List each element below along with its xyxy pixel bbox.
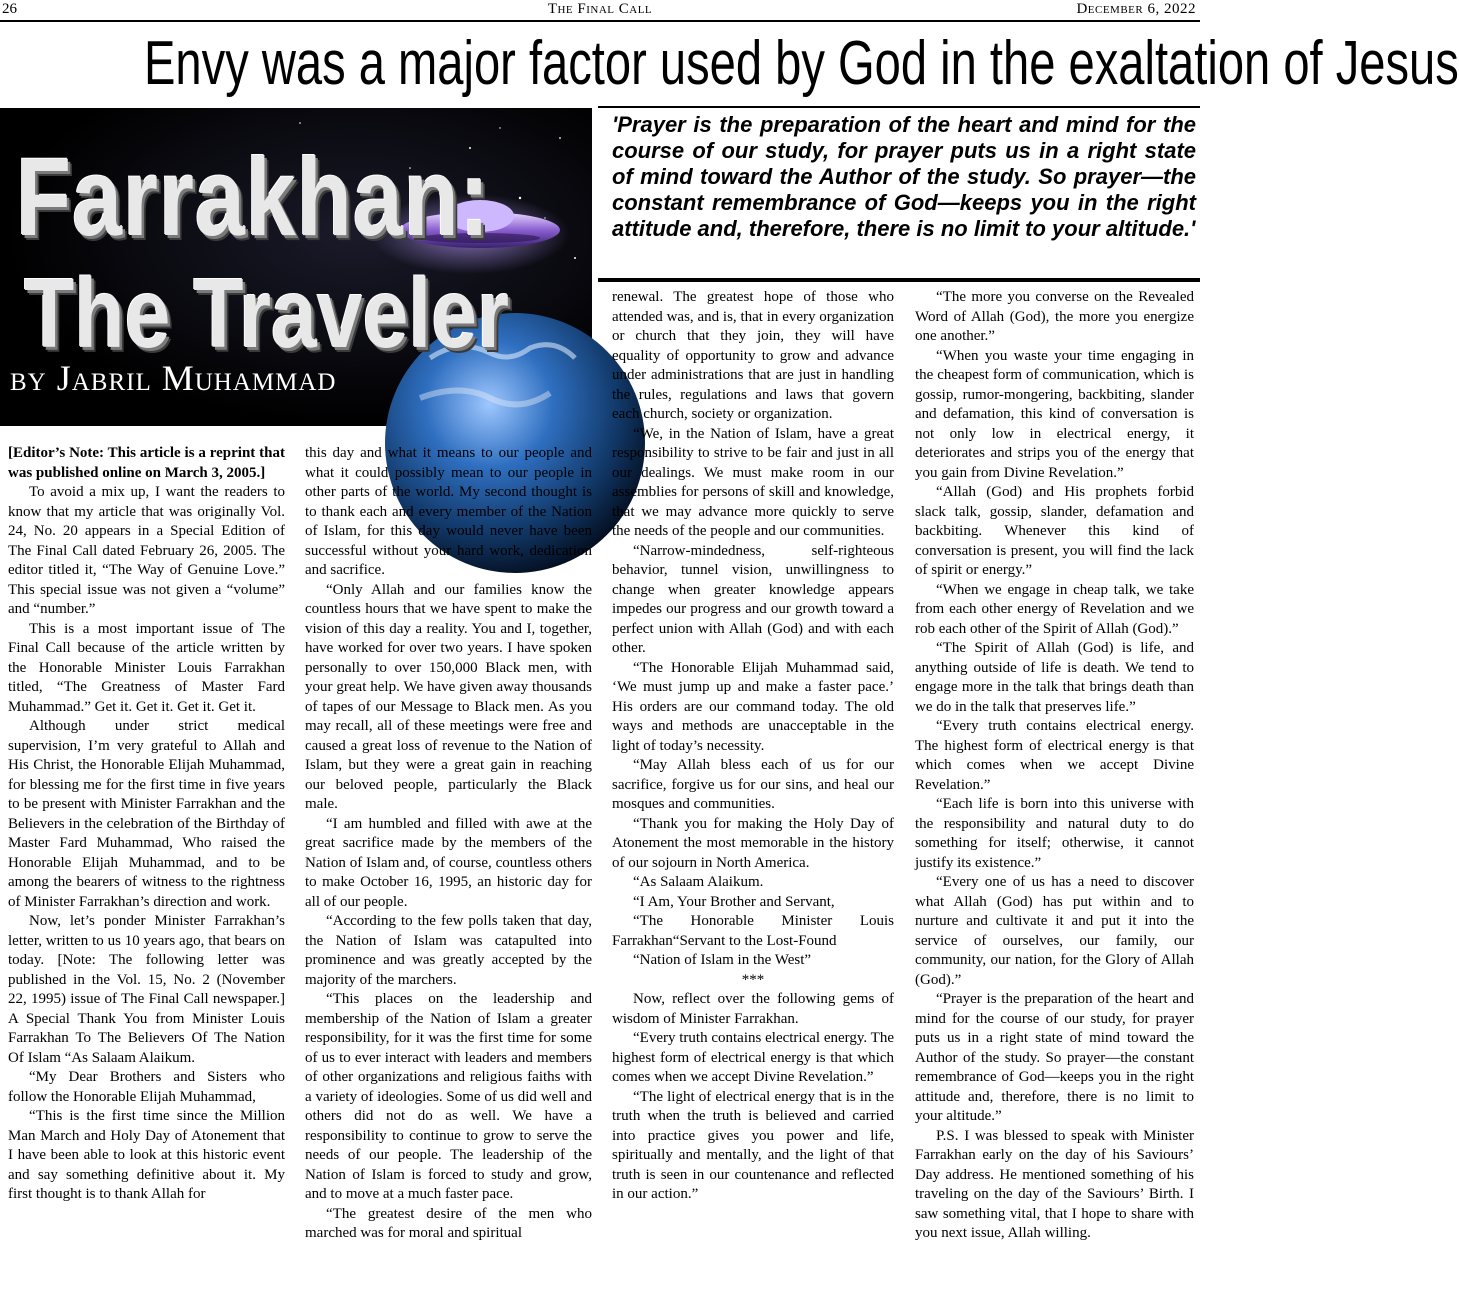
paragraph: “May Allah bless each of us for our sacrifice, forgive us for our sins, and heal our mosques and communities. [612,757,894,812]
article-headline: Envy was a major factor used by God in the exaltation of Jesus [144,29,1459,98]
paragraph: To avoid a mix up, I want the readers to know that my article that was originally Vol. 24, No. 20 appears in a Special Edition of The Final Call dated February 26, 2005. The editor titled it, “The Way of Genuine Love.” This special issue was not given a “volume” and “number.” [8,484,285,617]
issue-date: December 6, 2022 [1076,1,1196,17]
author-byline: by Jabril Muhammad [10,358,337,398]
paragraph: “I am humbled and filled with awe at the great sacrifice made by the members of the Nation of Islam and, of course, countless others to make October 16, 1995, an historic day for all of our people. [305,815,592,910]
section-divider: *** [741,971,765,988]
paragraph: “Narrow-mindedness, self-righteous behavior, tunnel vision, unwillingness to change when greater knowledge appears impedes our progress and our growth toward a perfect union with Allah (God) and with each other. [612,542,894,656]
column-banner [0,108,592,426]
banner-title-line1: Farrakhan: [16,136,491,259]
paragraph: “The more you converse on the Revealed Word of Allah (God), the more you energize one another.” [915,289,1194,344]
page-number: 26 [2,1,17,17]
paragraph: “According to the few polls taken that day, the Nation of Islam was catapulted into prominence and was greatly accepted by the majority of the marchers. [305,913,592,988]
paragraph: “We, in the Nation of Islam, have a great responsibility to strive to be fair and just in all our dealings. We must make room in our assemblies for persons of skill and knowledge, that we may advance more quickly to serve the needs of the people and our communities. [612,425,894,539]
paragraph: “As Salaam Alaikum. [633,874,764,890]
paragraph: “The light of electrical energy that is in the truth when the truth is believed and carried into practice gives you power and life, spiritually and mentally, and the light of that truth is seen in our countenance and reflected in our action.” [612,1088,894,1202]
article-column-4 [915,288,1194,1244]
publication-name: The Final Call [547,1,653,17]
paragraph: “Allah (God) and His prophets forbid slack talk, gossip, slander, defamation and backbiting. Whenever this kind of conversation is present, you will find the lack of spirit or energy.” [915,484,1194,578]
paragraph: Although under strict medical supervision, I’m very grateful to Allah and His Christ, the Honorable Elijah Muhammad, for blessing me for the first time in five years to be present with Minister Farrakhan and the Believers in the celebration of the Birthday of Master Fard Muhammad, Who raised the Honorable Elijah Muhammad, and to be among the bearers of witness to the rightness of Minister Farrakhan’s direction and work. [8,718,285,910]
paragraph: “Every truth contains electrical energy. The highest form of electrical energy is that which comes when we accept Divine Revelation.” [915,718,1194,793]
paragraph: “The greatest desire of the men who marched was for moral and spiritual [305,1205,592,1241]
paragraph: “The Honorable Elijah Muhammad said, ‘We must jump up and make a faster pace.’ His orders are our command today. The old ways and methods are unacceptable in the light of today’s necessity. [612,659,894,754]
editors-note: [Editor’s Note: This article is a reprint that was published online on March 3, 2005.] [8,445,285,481]
paragraph: “Every one of us has a need to discover what Allah (God) has put within and to nurture and cultivate it and put it into the service of ourselves, our family, our community, our nation, for the Glory of Allah (God).” [915,874,1194,988]
paragraph: “Nation of Islam in the West” [633,952,812,968]
paragraph: Now, let’s ponder Minister Farrakhan’s letter, written to us 10 years ago, that bears on today. [Note: The following letter was published in the Vol. 15, No. 2 (November 22, 1995) issue of The Final Call newspaper.] A Special Thank You from Minister Louis Farrakhan To The Believers Of The Nation Of Islam “As Salaam Alaikum. [8,913,285,1066]
article-column-3 [612,288,894,1205]
paragraph: “The Honorable Minister Louis Farrakhan“Servant to the Lost-Found [612,913,894,949]
pull-quote-rule-top [598,106,1200,108]
paragraph: “When you waste your time engaging in the cheapest form of communication, which is gossip, rumor-mongering, backbiting, slander and defamation, this kind of conversation is not only low in electrical energy, it deteriorates and strips you of the energy that you gain from Divine Revelation.” [915,347,1194,481]
paragraph: “I Am, Your Brother and Servant, [633,893,835,910]
paragraph: this day and what it means to our people and what it could possibly mean to our people in other parts of the world. My second thought is to thank each and every member of the Nation of Islam, for this day would never have been successful without your hard work, dedication and sacrifice. [305,445,592,578]
top-rule [0,20,1200,22]
paragraph: “This places on the leadership and membership of the Nation of Islam a greater responsibility, for it was the first time for some of us to ever interact with leaders and members of other organizations and religious faiths with a variety of ideologies. Some of us did well and others did not do as well. We have a responsibility to continue to grow to serve the needs of our people. The leadership of the Nation of Islam is forced to study and grow, and to move at a much faster pace. [305,991,592,1202]
paragraph: “My Dear Brothers and Sisters who follow the Honorable Elijah Muhammad, [8,1069,285,1105]
paragraph: This is a most important issue of The Final Call because of the article written by the Honorable Minister Louis Farrakhan titled, “The Greatness of Master Fard Muhammad.” Get it. Get it. Get it. Get it. [8,620,285,715]
paragraph: “The Spirit of Allah (God) is life, and anything outside of life is death. We tend to engage more in the talk that brings death than we do in the talk that preserves life.” [915,640,1194,715]
paragraph: “Each life is born into this universe with the responsibility and natural duty to do something for itself; otherwise, it cannot justify its existence.” [915,796,1194,871]
page-folio [0,0,1200,19]
article-column-1 [8,444,285,1205]
article-column-2 [305,444,592,1244]
paragraph: “When we engage in cheap talk, we take from each other energy of Revelation and we rob each other of the Spirit of Allah (God).” [915,581,1194,637]
pull-quote: 'Prayer is the preparation of the heart and mind for the course of our study, for prayer puts us in a right state of mind toward the Author of the study. So prayer—the constant remembrance of God—keeps you in the right attitude and, therefore, there is no limit to your altitude.' [612,112,1196,241]
paragraph: “Thank you for making the Holy Day of Atonement the most memorable in the history of our sojourn in North America. [612,815,894,871]
paragraph: renewal. The greatest hope of those who attended was, and is, that in every organization or church that they join, they will have equality of opportunity to grow and advance under administrations that are just in handling the rules, regulations and laws that govern each church, society or organization. [612,289,894,422]
paragraph: “Prayer is the preparation of the heart and mind for the course of our study, for prayer puts us in a right state of mind toward the Author of the study. So prayer—the constant remembrance of God—keeps you in the right attitude and, therefore, there is no limit to your altitude.” [915,991,1194,1124]
banner-title-line2: The Traveler [24,258,510,368]
paragraph: “This is the first time since the Million Man March and Holy Day of Atonement that I have been able to look at this historic event and say something definitive about it. My first thought is to thank Allah for [8,1108,285,1202]
paragraph: Now, reflect over the following gems of wisdom of Minister Farrakhan. [612,991,894,1027]
pull-quote-rule-bottom [598,278,1200,282]
paragraph: “Only Allah and our families know the countless hours that we have spent to make the vision of this day a reality. You and I, together, have worked for over two years. I have spoken personally to over 150,000 Black men, with your great help. We have given away thousands of tapes of our Message to Black men. As you may recall, all of these meetings were free and caused a great loss of revenue to the Nation of Islam, but they were a great gain in reaching our beloved people, particularly the Black male. [305,581,592,812]
paragraph: “Every truth contains electrical energy. The highest form of electrical energy is that which comes when we accept Divine Revelation.” [612,1030,894,1085]
paragraph: P.S. I was blessed to speak with Minister Farrakhan early on the day of his Saviours’ Day address. He mentioned something of his traveling on the day of the Saviours’ Birth. I saw something vital, that I hope to share with you next issue, Allah willing. [915,1127,1194,1241]
